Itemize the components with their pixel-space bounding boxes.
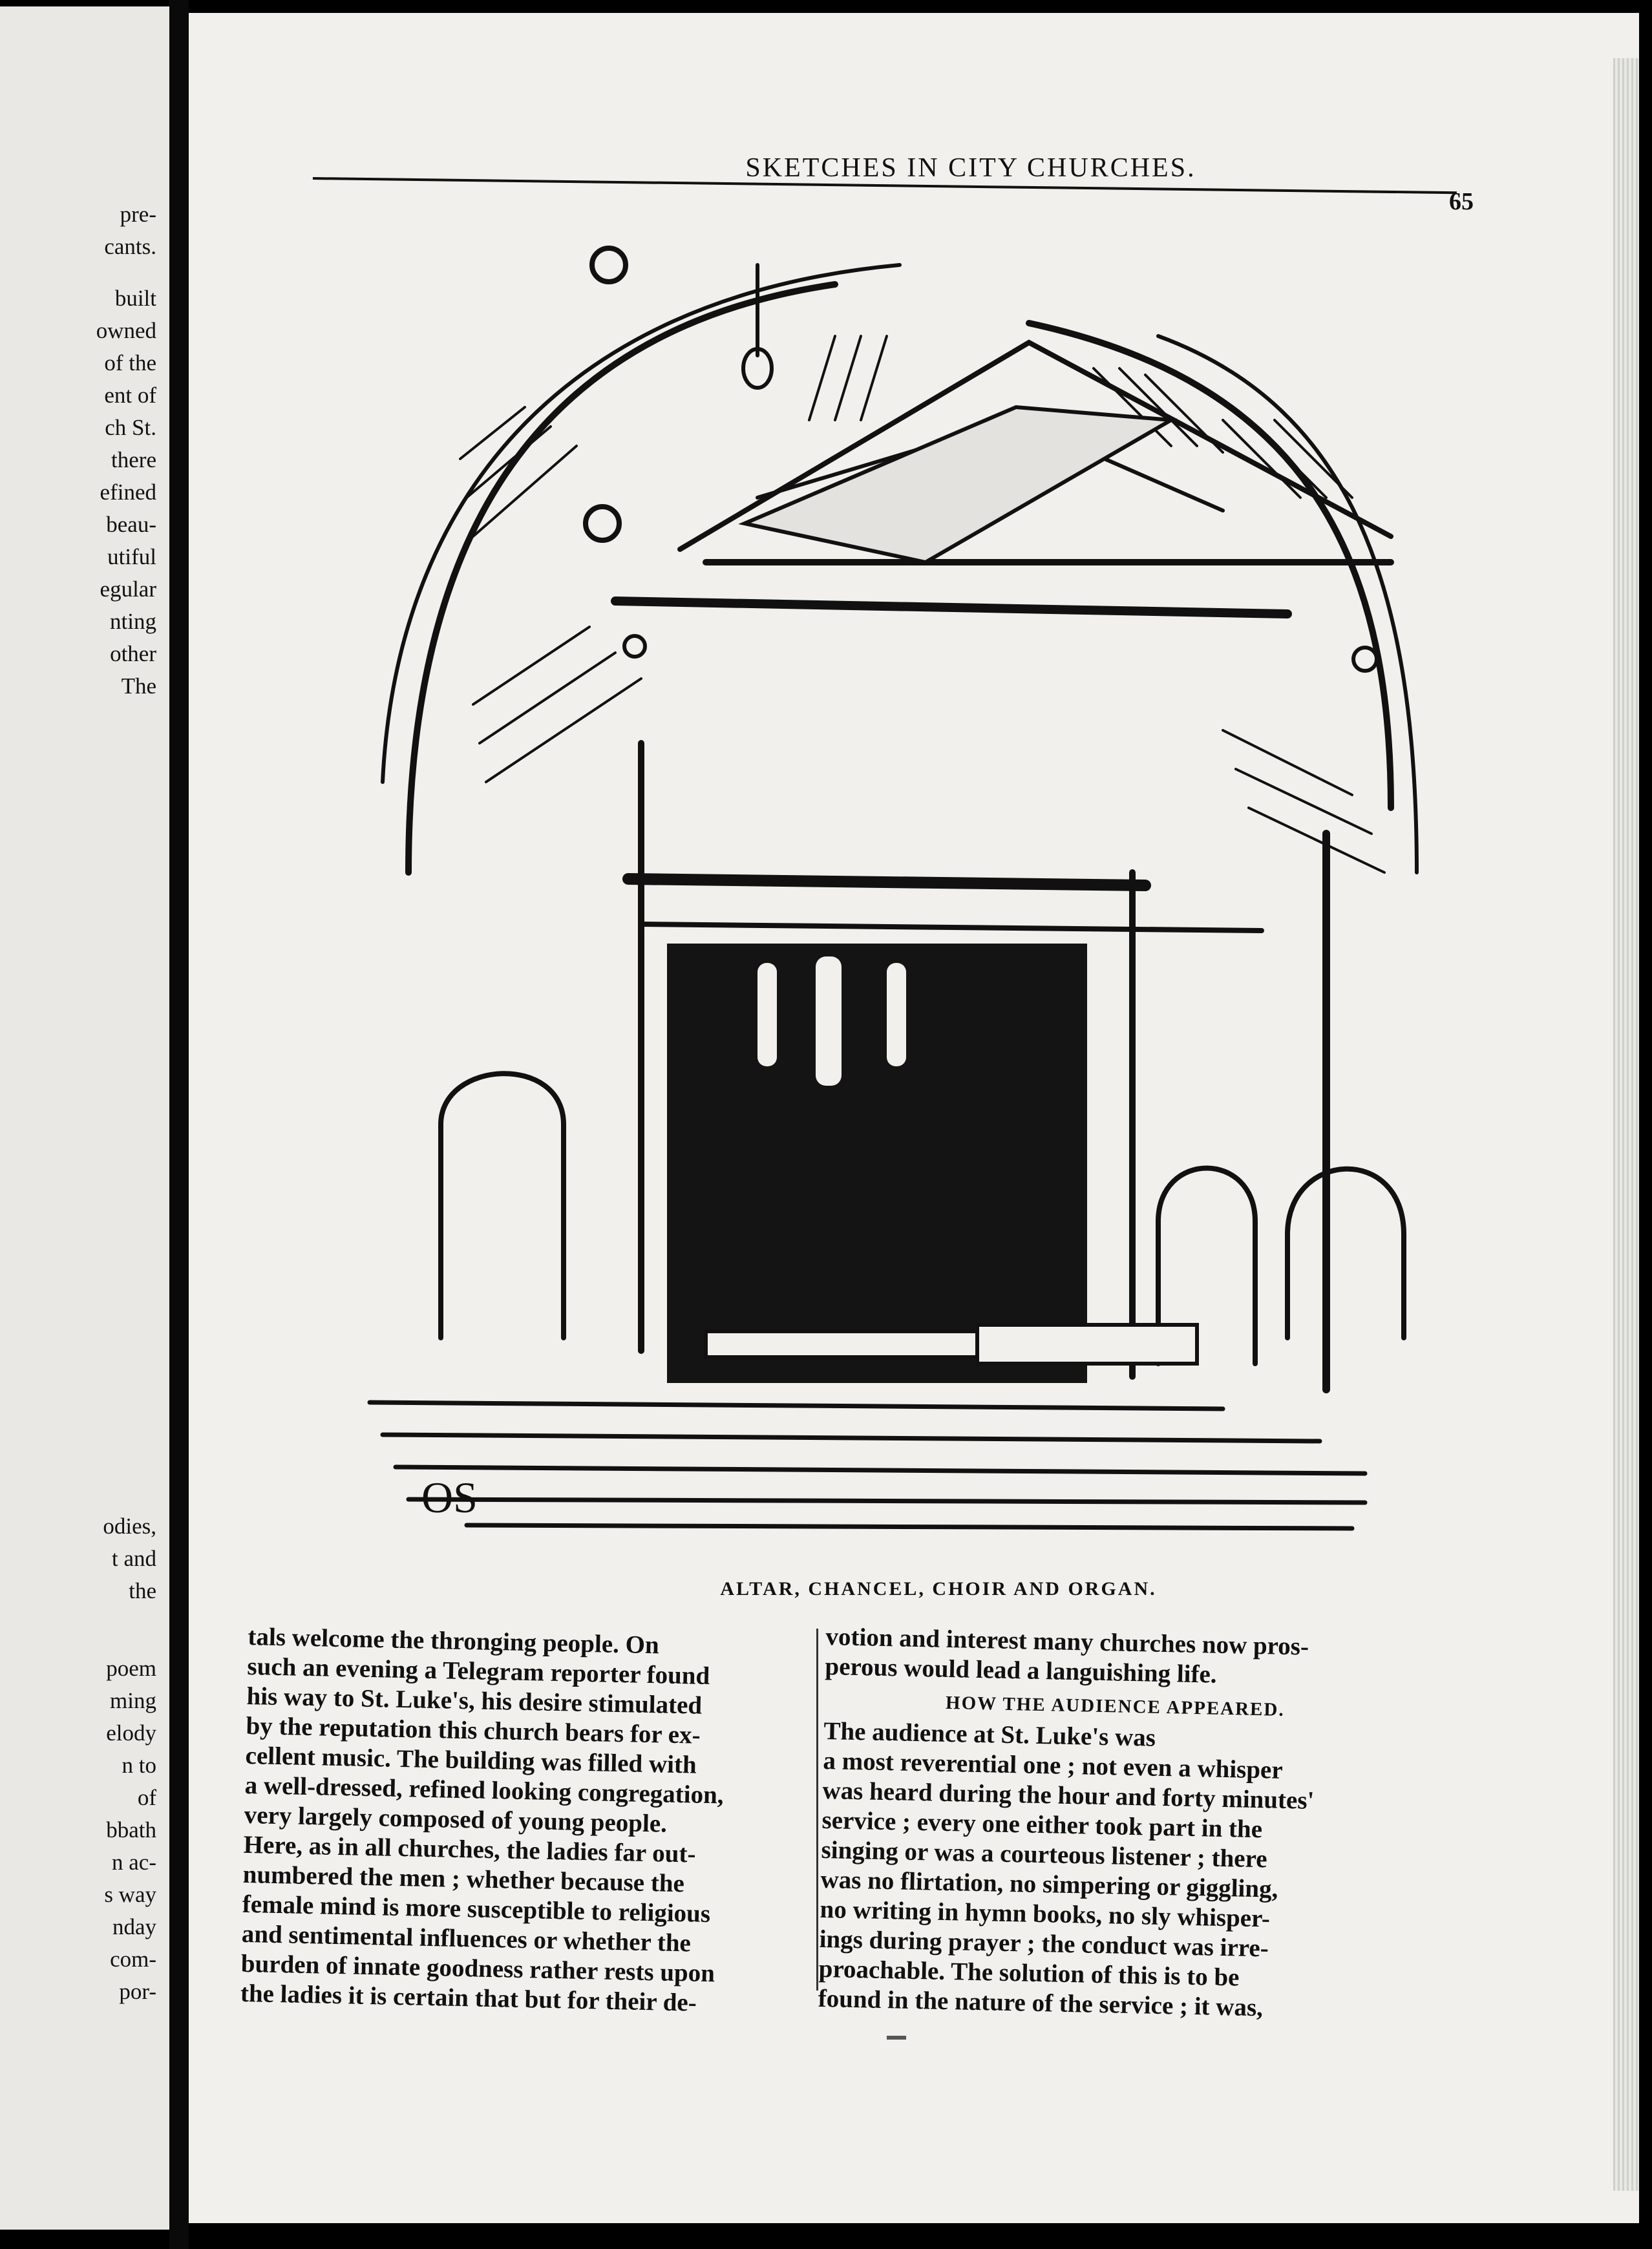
left-page-text-fragment: egular xyxy=(100,576,156,602)
text-line: by the reputation this church bears for ex- xyxy=(246,1711,701,1749)
text-line: proachable. The solution of this is to be xyxy=(818,1954,1240,1992)
left-page-text-fragment: The xyxy=(121,673,156,699)
left-page-text-fragment: ent of xyxy=(104,383,156,408)
left-page-text-fragment: cants. xyxy=(104,234,156,259)
text-line: numbered the men ; whether because the xyxy=(242,1860,685,1898)
page-stack-edge xyxy=(1613,58,1639,2191)
page-number: 65 xyxy=(1449,188,1474,215)
left-page-text-fragment: n to xyxy=(122,1753,156,1778)
section-subheading: HOW THE AUDIENCE APPEARED. xyxy=(945,1692,1285,1720)
text-line: found in the nature of the service ; it was, xyxy=(818,1984,1264,2022)
text-line: was no flirtation, no simpering or giggling, xyxy=(820,1865,1278,1903)
text-line: such an evening a Telegram reporter found xyxy=(247,1652,710,1690)
text-line: tals welcome the thronging people. On xyxy=(248,1622,660,1660)
text-line: service ; every one either took part in the xyxy=(821,1806,1263,1844)
left-page-text-fragment: efined xyxy=(100,480,156,505)
text-line: a well-dressed, refined looking congregation, xyxy=(244,1771,724,1810)
left-page-text-fragment: odies, xyxy=(103,1514,156,1539)
church-interior-illustration xyxy=(253,226,1456,1538)
book-gutter xyxy=(169,0,189,2249)
left-page-text-fragment: utiful xyxy=(107,544,156,569)
text-line: very largely composed of young people. xyxy=(244,1800,668,1838)
text-line: perous would lead a languishing life. xyxy=(825,1652,1217,1689)
left-page-text-fragment: of xyxy=(137,1785,156,1810)
column-divider xyxy=(816,1629,818,1990)
running-head: SKETCHES IN CITY CHURCHES. xyxy=(745,153,1196,183)
left-page-text-fragment: n ac- xyxy=(112,1850,156,1875)
left-page-text-fragment: poem xyxy=(106,1656,156,1681)
left-page-text-fragment: bbath xyxy=(106,1817,156,1842)
left-page-text-fragment: there xyxy=(111,447,156,472)
left-page-text-fragment: s way xyxy=(104,1882,156,1907)
left-page-text-fragment: ch St. xyxy=(105,415,156,440)
left-page-text-fragment: built xyxy=(114,286,156,311)
left-page-text-fragment: beau- xyxy=(106,512,156,537)
illustration-caption: ALTAR, CHANCEL, CHOIR AND ORGAN. xyxy=(720,1578,1157,1600)
left-page-text-fragment: other xyxy=(110,641,156,666)
text-line: and sentimental influences or whether the xyxy=(241,1919,692,1958)
facing-page-left xyxy=(0,6,169,2230)
text-column-1 xyxy=(240,1622,810,2020)
illustrator-signature: OS xyxy=(421,1473,478,1522)
left-page-text-fragment: nting xyxy=(110,609,156,634)
left-page-text-fragment: t and xyxy=(111,1546,156,1571)
printer-mark xyxy=(887,2036,906,2040)
left-page-text-fragment: elody xyxy=(106,1720,156,1746)
text-line: Here, as in all churches, the ladies far out- xyxy=(243,1830,696,1868)
text-line: ings during prayer ; the conduct was irre- xyxy=(819,1925,1269,1963)
left-page-text-fragment: owned xyxy=(96,318,156,343)
left-page-text-fragment: pre- xyxy=(120,202,156,227)
left-page-text-fragment: of the xyxy=(104,350,156,375)
left-page-text-fragment: the xyxy=(129,1578,156,1603)
text-line: votion and interest many churches now pros- xyxy=(825,1622,1309,1661)
text-line: burden of innate goodness rather rests upon xyxy=(240,1949,715,1988)
left-page-text-fragment: ming xyxy=(110,1688,156,1713)
text-line: cellent music. The building was filled with xyxy=(245,1741,697,1779)
text-line: his way to St. Luke's, his desire stimulated xyxy=(246,1682,703,1720)
text-column-2 xyxy=(818,1622,1407,2026)
left-page-text-fragment: nday xyxy=(112,1914,156,1939)
text-line: was heard during the hour and forty minutes' xyxy=(822,1776,1315,1815)
text-line: singing or was a courteous listener ; there xyxy=(821,1835,1267,1874)
text-line: female mind is more susceptible to religious xyxy=(242,1890,711,1928)
left-page-text-fragment: por- xyxy=(119,1979,156,2004)
left-page-text-fragment: com- xyxy=(110,1947,156,1972)
page-65 xyxy=(189,13,1639,2223)
text-line: The audience at St. Luke's was xyxy=(823,1716,1156,1752)
text-line: the ladies it is certain that but for their de- xyxy=(240,1979,697,2017)
text-line: no writing in hymn books, no sly whisper- xyxy=(820,1895,1271,1933)
text-line: a most reverential one ; not even a whisper xyxy=(823,1746,1284,1784)
